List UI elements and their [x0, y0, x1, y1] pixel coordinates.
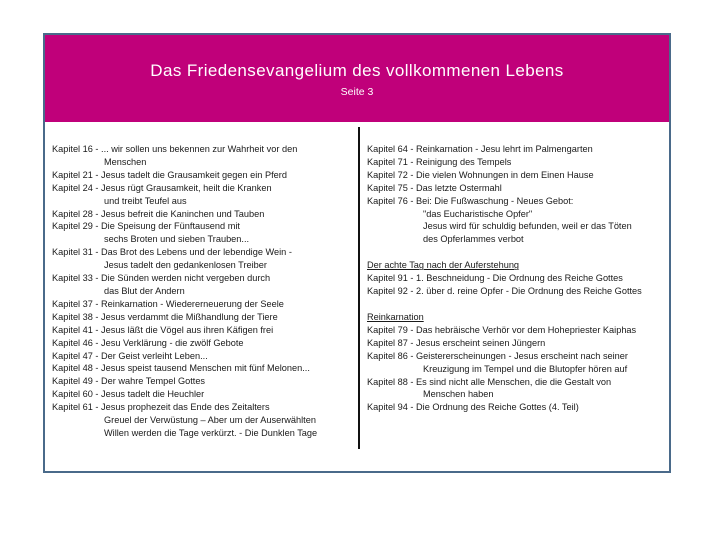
list-item: Kapitel 24 - Jesus rügt Grausamkeit, heilt die Kranken — [52, 182, 272, 193]
slide-frame — [43, 33, 671, 473]
list-item: Kapitel 49 - Der wahre Tempel Gottes — [52, 376, 206, 387]
list-item: Kapitel 71 - Reinigung des Tempels — [367, 156, 512, 167]
title-banner — [45, 35, 669, 122]
column-divider — [358, 127, 360, 449]
list-item: Kapitel 91 - 1. Beschneidung - Die Ordnung des Reiche Gottes — [367, 273, 623, 284]
list-item-continuation: "das Eucharistische Opfer" — [423, 208, 533, 219]
list-item-continuation: Menschen haben — [423, 389, 494, 400]
list-item: Kapitel 29 - Die Speisung der Fünftausend mit — [52, 221, 240, 232]
page-title: Das Friedensevangelium des vollkommenen Lebens — [150, 61, 564, 80]
list-item: Kapitel 33 - Die Sünden werden nicht vergeben durch — [52, 273, 271, 284]
list-item: Kapitel 88 - Es sind nicht alle Menschen, die die Gestalt von — [367, 376, 612, 387]
right-chapter-list — [367, 143, 671, 414]
list-item: Kapitel 28 - Jesus befreit die Kaninchen und Tauben — [52, 208, 265, 219]
list-item: Kapitel 75 - Das letzte Ostermahl — [367, 182, 502, 193]
list-item: Kapitel 31 - Das Brot des Lebens und der lebendige Wein - — [52, 247, 292, 258]
list-item-continuation: Jesus tadelt den gedankenlosen Treiber — [104, 260, 267, 271]
list-item: Kapitel 87 - Jesus erscheint seinen Jüngern — [367, 337, 546, 348]
page-subtitle: Seite 3 — [340, 86, 374, 98]
spacer — [367, 298, 671, 311]
list-item: Kapitel 37 - Reinkarnation - Wiedererneuerung der Seele — [52, 298, 284, 309]
list-item: Kapitel 41 - Jesus läßt die Vögel aus ihren Käfigen frei — [52, 324, 274, 335]
list-item-continuation: und treibt Teufel aus — [104, 195, 187, 206]
list-item: Kapitel 72 - Die vielen Wohnungen in dem Einen Hause — [367, 169, 594, 180]
list-item: Kapitel 86 - Geistererscheinungen - Jesus erscheint nach seiner — [367, 350, 628, 361]
list-item: Kapitel 64 - Reinkarnation - Jesu lehrt im Palmengarten — [367, 144, 593, 154]
list-item: Kapitel 48 - Jesus speist tausend Menschen mit fünf Melonen... — [52, 363, 310, 374]
section-heading-reincarnation: Reinkarnation — [367, 311, 424, 322]
list-item-continuation: das Blut der Andern — [104, 285, 185, 296]
list-item-continuation: Kreuzigung im Tempel und die Blutopfer hören auf — [423, 363, 628, 374]
list-item: Kapitel 94 - Die Ordnung des Reiche Gottes (4. Teil) — [367, 402, 579, 413]
list-item: Kapitel 61 - Jesus prophezeit das Ende des Zeitalters — [52, 402, 270, 413]
list-item-continuation: sechs Broten und sieben Trauben... — [104, 234, 250, 245]
list-item: Kapitel 46 - Jesu Verklärung - die zwölf Gebote — [52, 337, 244, 348]
left-chapter-list — [52, 143, 350, 440]
list-item: Kapitel 38 - Jesus verdammt die Mißhandlung der Tiere — [52, 311, 278, 322]
list-item-continuation: Greuel der Verwüstung – Aber um der Auserwählten — [104, 415, 316, 426]
list-item: Kapitel 92 - 2. über d. reine Opfer - Die Ordnung des Reiche Gottes — [367, 286, 642, 297]
list-item: Kapitel 21 - Jesus tadelt die Grausamkeit gegen ein Pferd — [52, 169, 287, 180]
list-item-continuation: Menschen — [104, 156, 147, 167]
section-heading-eighth-day: Der achte Tag nach der Auferstehung — [367, 260, 520, 271]
list-item: Kapitel 60 - Jesus tadelt die Heuchler — [52, 389, 205, 400]
list-item: Kapitel 79 - Das hebräische Verhör vor dem Hohepriester Kaiphas — [367, 324, 637, 335]
list-item-continuation: des Opferlammes verbot — [423, 234, 524, 245]
list-item-continuation: Willen werden die Tage verkürzt. - Die Dunklen Tage — [104, 427, 318, 438]
list-item: Kapitel 47 - Der Geist verleiht Leben... — [52, 350, 208, 361]
list-item: Kapitel 16 - ... wir sollen uns bekennen zur Wahrheit vor den — [52, 144, 298, 154]
list-item: Kapitel 76 - Bei: Die Fußwaschung - Neues Gebot: — [367, 195, 574, 206]
spacer — [367, 246, 671, 259]
list-item-continuation: Jesus wird für schuldig befunden, weil er das Töten — [423, 221, 632, 232]
